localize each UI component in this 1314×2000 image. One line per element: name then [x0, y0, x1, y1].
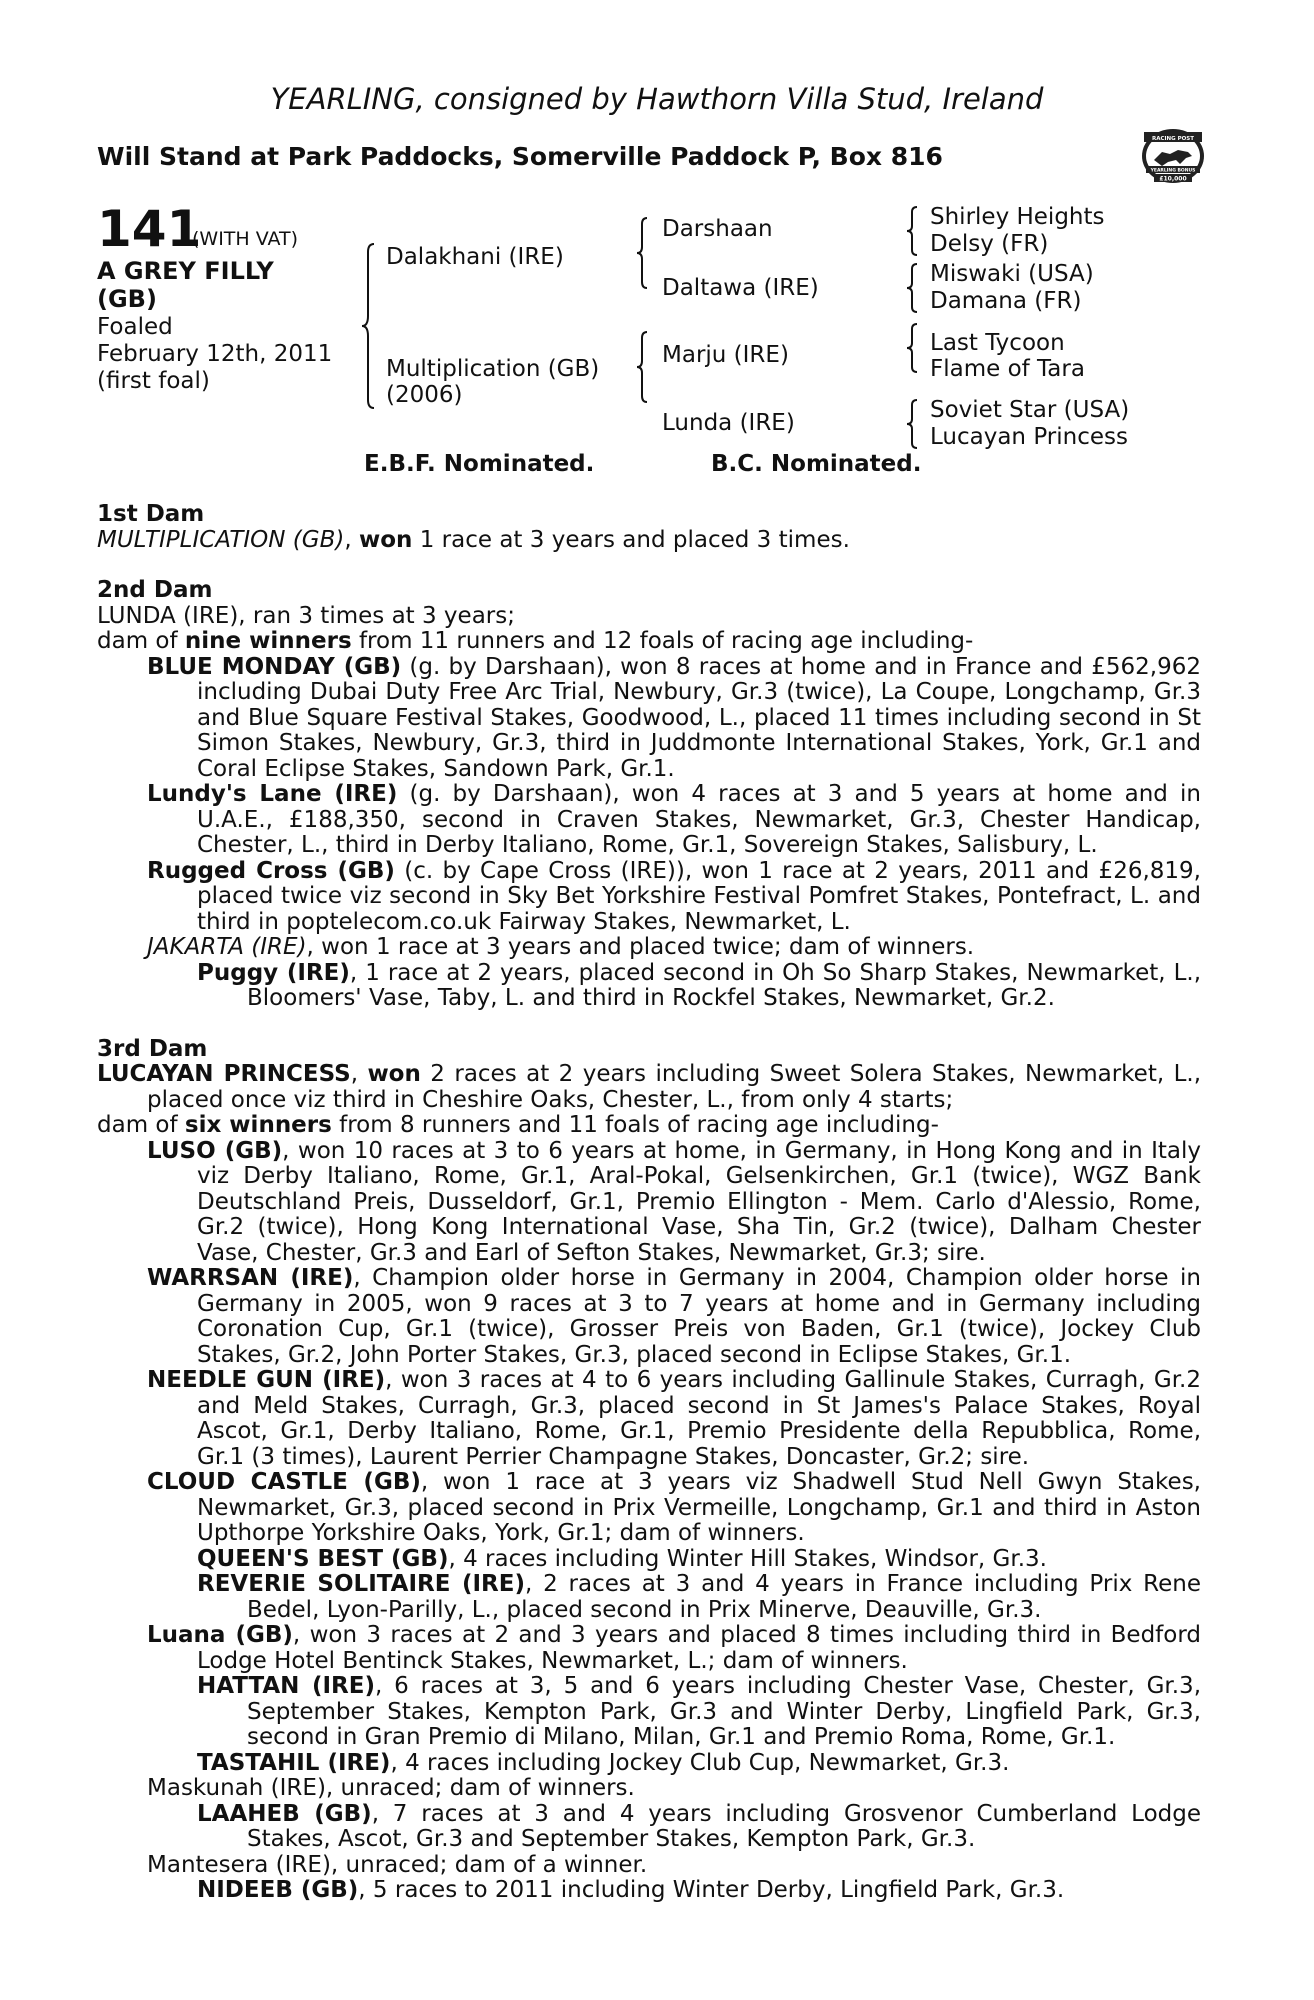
third-dam-produce-summary: dam of six winners from 8 runners and 11 foals of racing age including- — [97, 1112, 939, 1138]
list-item: QUEEN'S BEST (GB), 4 races including Winter Hill Stakes, Windsor, Gr.3. — [197, 1545, 1047, 1572]
dd-dam: Lucayan Princess — [930, 424, 1128, 450]
brace-icon — [905, 398, 921, 450]
list-item: CLOUD CASTLE (GB), won 1 race at 3 years viz Shadwell Stud Nell Gwyn Stakes, Newmarket, Gr.3, placed second in Prix Vermeille, Longchamp, Gr.1 and third in Aston Upthorpe Yorkshire Oaks, York, Gr.1; dam of winners. — [147, 1469, 1201, 1546]
ss-sire: Shirley Heights — [930, 204, 1105, 230]
second-dam-produce-summary: dam of nine winners from 11 runners and 12 foals of racing age including- — [97, 628, 974, 654]
list-item: Lundy's Lane (IRE) (g. by Darshaan), won 4 races at 3 and 5 years at home and in U.A.E., £188,350, second in Craven Stakes, Newmarket, Gr.3, Chester Handicap, Chester, L., third in Derby Italiano, Rome, Gr.1, Sovereign Stakes, Salisbury, L. — [147, 781, 1201, 858]
sire-name: Dalakhani (IRE) — [386, 244, 564, 270]
second-dam-heading: 2nd Dam — [97, 577, 213, 603]
list-item: LAAHEB (GB), 7 races at 3 and 4 years including Grosvenor Cumberland Lodge Stakes, Ascot, Gr.3 and September Stakes, Kempton Park, Gr.3. — [197, 1800, 1201, 1852]
brace-icon — [905, 322, 921, 374]
dam-sire: Marju (IRE) — [662, 342, 789, 368]
list-item: Rugged Cross (GB) (c. by Cape Cross (IRE)), won 1 race at 2 years, 2011 and £26,819, placed twice viz second in Sky Bet Yorkshire Festival Pomfret Stakes, Pontefract, L. and third in poptelecom.co.uk Fairway Stakes, Newmarket, L. — [147, 857, 1201, 935]
first-dam-entry: MULTIPLICATION (GB), won 1 race at 3 years and placed 3 times. — [97, 526, 850, 553]
ebf-nominated: E.B.F. Nominated. — [364, 451, 595, 477]
list-item: LUSO (GB), won 10 races at 3 to 6 years at home, in Germany, in Hong Kong and in Italy viz Derby Italiano, Rome, Gr.1, Aral-Pokal, Gelsenkirchen, Gr.1 (twice), WGZ Bank Deutschland Preis, Dusseldorf, Gr.1, Premio Ellington - Mem. Carlo d'Alessio, Rome, Gr.2 (twice), Hong Kong International Vase, Sha Tin, Gr.2 (twice), Dalham Chester Vase, Chester, Gr.3 and Earl of Sefton Stakes, Newmarket, Gr.3; sire. — [147, 1137, 1201, 1266]
sire-sire: Darshaan — [662, 216, 773, 242]
list-item: TASTAHIL (IRE), 4 races including Jockey Club Cup, Newmarket, Gr.3. — [197, 1749, 1010, 1776]
badge-top-text: RACING POST — [1151, 136, 1195, 142]
list-item: HATTAN (IRE), 6 races at 3, 5 and 6 years including Chester Vase, Chester, Gr.3, September Stakes, Kempton Park, Gr.3 and Winter Derby, Lingfield Park, Gr.3, second in Gran Premio di Milano, Milan, Gr.1 and Premio Roma, Rome, Gr.1. — [197, 1673, 1201, 1750]
sd-sire: Miswaki (USA) — [930, 261, 1094, 287]
lot-origin: (GB) — [97, 285, 157, 313]
bc-nominated: B.C. Nominated. — [711, 451, 922, 477]
racing-post-yearling-bonus-badge-icon — [1140, 126, 1206, 186]
third-dam-heading: 3rd Dam — [97, 1035, 208, 1062]
list-item: Maskunah (IRE), unraced; dam of winners. — [147, 1775, 635, 1801]
sire-dam-brace-icon — [360, 242, 380, 410]
foaled-label: Foaled — [97, 314, 173, 340]
lot-description — [97, 258, 347, 395]
dam-year: (2006) — [386, 382, 463, 408]
sale-heading: YEARLING, consigned by Hawthorn Villa Stud, Ireland — [270, 82, 1044, 116]
foaled-date: February 12th, 2011 — [97, 341, 333, 367]
catalogue-body — [97, 502, 1201, 1904]
dam-line-brace-icon — [635, 330, 653, 404]
list-item: Luana (GB), won 3 races at 2 and 3 years and placed 8 times including third in Bedford Lodge Hotel Bentinck Stakes, Newmarket, L.; dam of winners. — [147, 1622, 1202, 1674]
second-dam-line: LUNDA (IRE), ran 3 times at 3 years; — [97, 602, 515, 629]
list-item: WARRSAN (IRE), Champion older horse in Germany in 2004, Champion older horse in Germany in 2005, won 9 races at 3 to 7 years at home and in Germany including Coronation Cup, Gr.1 (twice), Grosser Preis von Baden, Gr.1 (twice), Jockey Club Stakes, Gr.2, John Porter Stakes, Gr.3, placed second in Eclipse Stakes, Gr.1. — [147, 1265, 1201, 1368]
lot-sex: A GREY FILLY — [97, 257, 274, 285]
badge-mid-text: YEARLING BONUS — [1150, 168, 1196, 174]
sd-dam: Damana (FR) — [930, 288, 1082, 314]
dam-name: Multiplication (GB) — [386, 356, 600, 382]
list-item: Mantesera (IRE), unraced; dam of a winner. — [147, 1851, 648, 1878]
brace-icon — [905, 262, 921, 314]
badge-amount: £10,000 — [1159, 175, 1187, 183]
stand-location: Will Stand at Park Paddocks, Somerville Paddock P, Box 816 — [97, 142, 943, 171]
ds-sire: Last Tycoon — [930, 330, 1065, 356]
third-dam-entry: LUCAYAN PRINCESS, won 2 races at 2 years including Sweet Solera Stakes, Newmarket, L., placed once viz third in Cheshire Oaks, Chester, L., from only 4 starts; — [97, 1061, 1202, 1113]
list-item: Puggy (IRE), 1 race at 2 years, placed second in Oh So Sharp Stakes, Newmarket, L., Bloomers' Vase, Taby, L. and third in Rockfel Stakes, Newmarket, Gr.2. — [197, 959, 1202, 1011]
first-dam-heading: 1st Dam — [97, 501, 205, 527]
first-dam-name: MULTIPLICATION (GB) — [97, 526, 345, 553]
brace-icon — [905, 205, 921, 257]
dd-sire: Soviet Star (USA) — [930, 397, 1130, 423]
lot-vat: (WITH VAT) — [192, 228, 299, 250]
list-item: REVERIE SOLITAIRE (IRE), 2 races at 3 and 4 years in France including Prix Rene Bedel, Lyon-Parilly, L., placed second in Prix Minerve, Deauville, Gr.3. — [197, 1571, 1201, 1623]
list-item: JAKARTA (IRE), won 1 race at 3 years and placed twice; dam of winners. — [147, 934, 975, 960]
sire-dam: Daltawa (IRE) — [662, 275, 819, 301]
ds-dam: Flame of Tara — [930, 356, 1085, 382]
foal-note: (first foal) — [97, 368, 210, 394]
list-item: NEEDLE GUN (IRE), won 3 races at 4 to 6 years including Gallinule Stakes, Curragh, Gr.2 and Meld Stakes, Curragh, Gr.3, placed second in St James's Palace Stakes, Royal Ascot, Gr.1, Derby Italiano, Rome, Gr.1, Premio Presidente della Repubblica, Rome, Gr.1 (3 times), Laurent Perrier Champagne Stakes, Doncaster, Gr.2; sire. — [147, 1367, 1201, 1470]
sire-line-brace-icon — [635, 216, 653, 290]
list-item: NIDEEB (GB), 5 races to 2011 including Winter Derby, Lingfield Park, Gr.3. — [197, 1877, 1065, 1903]
list-item: BLUE MONDAY (GB) (g. by Darshaan), won 8 races at home and in France and £562,962 including Dubai Duty Free Arc Trial, Newbury, Gr.3 (twice), La Coupe, Longchamp, Gr.3 and Blue Square Festival Stakes, Goodwood, L., placed 11 times including second in St Simon Stakes, Newbury, Gr.3, third in Juddmonte International Stakes, York, Gr.1 and Coral Eclipse Stakes, Sandown Park, Gr.1. — [147, 653, 1201, 782]
ss-dam: Delsy (FR) — [930, 231, 1049, 257]
dam-dam: Lunda (IRE) — [662, 410, 795, 436]
lot-number: 141 — [97, 200, 202, 258]
